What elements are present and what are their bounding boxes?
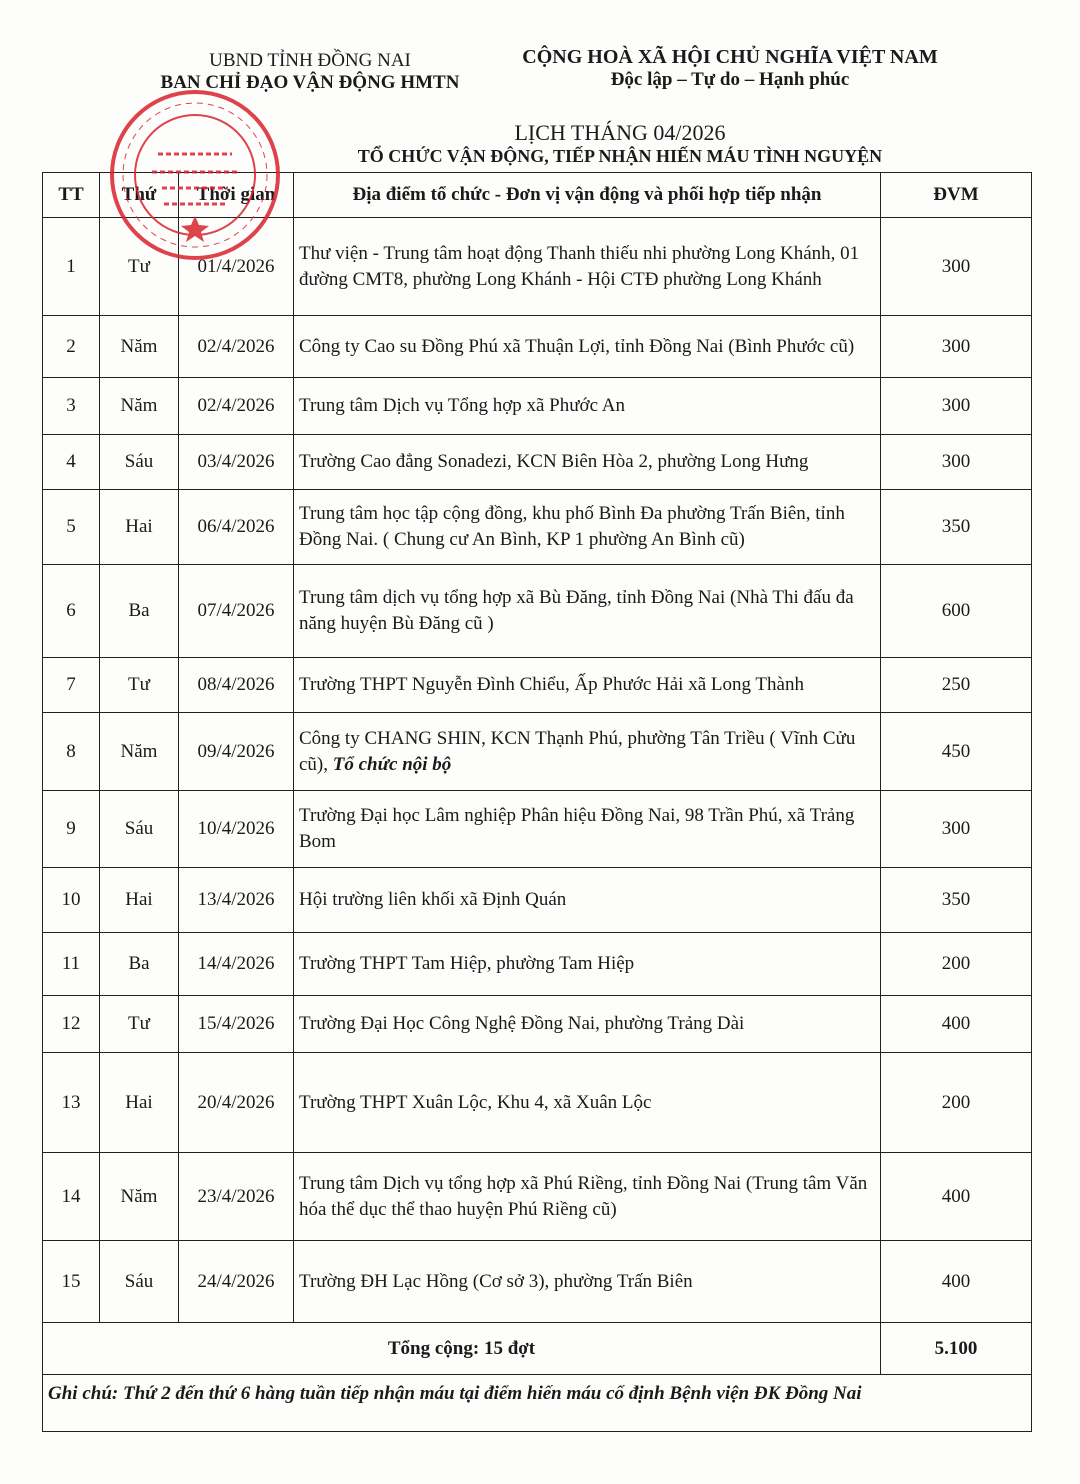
row-weekday-text: Năm bbox=[120, 335, 158, 357]
total-value: 5.100 bbox=[881, 1323, 1032, 1375]
row-date-text: 13/4/2026 bbox=[197, 889, 275, 910]
row-dvm-text: 300 bbox=[941, 818, 971, 839]
row-weekday bbox=[100, 378, 179, 435]
row-dvm bbox=[881, 1053, 1032, 1153]
row-dvm bbox=[881, 435, 1032, 490]
row-weekday-text: Năm bbox=[120, 1185, 158, 1207]
row-number bbox=[43, 933, 100, 996]
row-weekday bbox=[100, 658, 179, 713]
row-date-text: 10/4/2026 bbox=[197, 818, 275, 839]
row-place-text: Công ty CHANG SHIN, KCN Thạnh Phú, phường Tân Triều ( Vĩnh Cửu cũ), bbox=[299, 727, 856, 775]
schedule-table bbox=[42, 172, 1032, 1432]
row-weekday bbox=[100, 1241, 179, 1323]
row-place bbox=[294, 565, 881, 658]
row-weekday-text: Hai bbox=[125, 889, 153, 910]
row-date-text: 02/4/2026 bbox=[197, 395, 275, 416]
col-thu: Thứ bbox=[100, 173, 179, 218]
row-place-text: Hội trường liên khối xã Định Quán bbox=[299, 889, 567, 910]
total-label: Tổng cộng: 15 đợt bbox=[43, 1323, 881, 1375]
table-row bbox=[43, 218, 1032, 316]
table-row bbox=[43, 658, 1032, 713]
row-number-text: 7 bbox=[66, 674, 76, 695]
row-number-text: 10 bbox=[61, 889, 81, 910]
row-date-text: 07/4/2026 bbox=[197, 600, 275, 621]
row-number-text: 9 bbox=[66, 818, 76, 839]
row-number bbox=[43, 565, 100, 658]
row-place-text: Trường Đại học Lâm nghiệp Phân hiệu Đồng Nai, 98 Trần Phú, xã Trảng Bom bbox=[299, 805, 855, 852]
row-weekday bbox=[100, 933, 179, 996]
row-weekday-text: Sáu bbox=[124, 818, 154, 839]
row-weekday-text: Ba bbox=[128, 953, 150, 974]
row-weekday bbox=[100, 1053, 179, 1153]
table-row bbox=[43, 791, 1032, 868]
row-place bbox=[294, 435, 881, 490]
row-dvm-text: 300 bbox=[941, 395, 971, 416]
row-dvm-text: 300 bbox=[941, 451, 971, 472]
row-date-text: 24/4/2026 bbox=[197, 1270, 275, 1292]
doc-subtitle: TỔ CHỨC VẬN ĐỘNG, TIẾP NHẬN HIẾN MÁU TÌNH NGUYỆN bbox=[357, 146, 883, 166]
row-weekday bbox=[100, 490, 179, 565]
row-place bbox=[294, 490, 881, 565]
table-row bbox=[43, 933, 1032, 996]
row-place-text: Trung tâm Dịch vụ tổng hợp xã Phú Riềng, tỉnh Đồng Nai (Trung tâm Văn hóa thể dục thể thao huyện Phú Riềng cũ) bbox=[299, 1172, 868, 1220]
row-number bbox=[43, 1241, 100, 1323]
row-dvm bbox=[881, 791, 1032, 868]
row-number bbox=[43, 378, 100, 435]
row-date-text: 01/4/2026 bbox=[197, 255, 275, 277]
table-row bbox=[43, 435, 1032, 490]
row-date-text: 03/4/2026 bbox=[197, 451, 275, 472]
row-place-text: Trường ĐH Lạc Hồng (Cơ sở 3), phường Trấn Biên bbox=[299, 1270, 693, 1292]
row-number bbox=[43, 218, 100, 316]
row-place bbox=[294, 378, 881, 435]
row-weekday-text: Tư bbox=[128, 674, 150, 695]
row-number bbox=[43, 435, 100, 490]
row-dvm bbox=[881, 1153, 1032, 1241]
row-number bbox=[43, 658, 100, 713]
row-number bbox=[43, 868, 100, 933]
row-weekday bbox=[100, 996, 179, 1053]
org-header bbox=[150, 50, 470, 94]
row-dvm bbox=[881, 868, 1032, 933]
row-weekday bbox=[100, 868, 179, 933]
row-dvm bbox=[881, 490, 1032, 565]
row-dvm bbox=[881, 565, 1032, 658]
org-line2: BAN CHỈ ĐẠO VẬN ĐỘNG HMTN bbox=[160, 72, 460, 93]
row-number-text: 14 bbox=[61, 1185, 81, 1207]
row-dvm-text: 600 bbox=[941, 600, 971, 621]
row-number bbox=[43, 713, 100, 791]
nation-header bbox=[500, 46, 960, 91]
row-weekday bbox=[100, 316, 179, 378]
row-number bbox=[43, 1053, 100, 1153]
row-dvm bbox=[881, 1241, 1032, 1323]
row-dvm-text: 350 bbox=[941, 889, 971, 910]
row-dvm-text: 300 bbox=[941, 335, 971, 357]
row-weekday-text: Tư bbox=[128, 255, 150, 277]
row-number-text: 15 bbox=[61, 1270, 81, 1292]
table-row bbox=[43, 713, 1032, 791]
table-row bbox=[43, 316, 1032, 378]
row-place bbox=[294, 713, 881, 791]
row-number bbox=[43, 791, 100, 868]
row-date-text: 02/4/2026 bbox=[197, 335, 275, 357]
row-place bbox=[294, 1053, 881, 1153]
row-dvm bbox=[881, 218, 1032, 316]
table-header-row bbox=[43, 173, 1032, 218]
row-weekday-text: Năm bbox=[120, 395, 158, 416]
row-date-text: 23/4/2026 bbox=[197, 1185, 275, 1207]
row-place-text: Trung tâm Dịch vụ Tổng hợp xã Phước An bbox=[299, 395, 625, 416]
row-place-text: Trường Cao đẳng Sonadezi, KCN Biên Hòa 2, phường Long Hưng bbox=[299, 451, 809, 472]
row-date-text: 15/4/2026 bbox=[197, 1013, 275, 1034]
row-weekday bbox=[100, 791, 179, 868]
row-date bbox=[179, 791, 294, 868]
row-number-text: 4 bbox=[66, 451, 76, 472]
row-dvm-text: 350 bbox=[941, 516, 971, 537]
row-date-text: 20/4/2026 bbox=[197, 1091, 275, 1113]
col-dvm: ĐVM bbox=[881, 173, 1032, 218]
row-place-text: Công ty Cao su Đồng Phú xã Thuận Lợi, tỉnh Đồng Nai (Bình Phước cũ) bbox=[299, 335, 855, 357]
col-date: Thời gian bbox=[179, 173, 294, 218]
row-dvm-text: 400 bbox=[941, 1270, 971, 1292]
row-number-text: 1 bbox=[66, 255, 76, 277]
row-date bbox=[179, 868, 294, 933]
nation-line1: CỘNG HOÀ XÃ HỘI CHỦ NGHĨA VIỆT NAM bbox=[522, 46, 938, 68]
row-weekday-text: Hai bbox=[125, 516, 153, 537]
row-place bbox=[294, 316, 881, 378]
row-place bbox=[294, 218, 881, 316]
row-date bbox=[179, 713, 294, 791]
row-place-text: Trường THPT Nguyễn Đình Chiểu, Ấp Phước Hải xã Long Thành bbox=[299, 674, 804, 695]
row-dvm-text: 400 bbox=[941, 1013, 971, 1034]
row-place bbox=[294, 1153, 881, 1241]
row-dvm bbox=[881, 933, 1032, 996]
row-date bbox=[179, 658, 294, 713]
row-place bbox=[294, 868, 881, 933]
table-row bbox=[43, 378, 1032, 435]
row-weekday bbox=[100, 1153, 179, 1241]
col-tt: TT bbox=[43, 173, 100, 218]
row-weekday bbox=[100, 565, 179, 658]
table-row bbox=[43, 868, 1032, 933]
row-place-text: Thư viện - Trung tâm hoạt động Thanh thiếu nhi phường Long Khánh, 01 đường CMT8, phường Long Khánh - Hội CTĐ phường Long Khánh bbox=[299, 242, 860, 290]
row-weekday-text: Sáu bbox=[124, 451, 154, 472]
row-dvm-text: 200 bbox=[941, 953, 971, 974]
row-weekday-text: Ba bbox=[128, 600, 150, 621]
note-row bbox=[43, 1375, 1032, 1432]
row-date-text: 06/4/2026 bbox=[197, 516, 275, 537]
org-line1: UBND TỈNH ĐỒNG NAI bbox=[209, 50, 411, 71]
row-number-text: 8 bbox=[66, 740, 76, 762]
row-date bbox=[179, 1053, 294, 1153]
row-date-text: 09/4/2026 bbox=[197, 740, 275, 762]
table-row bbox=[43, 565, 1032, 658]
note-text: Ghi chú: Thứ 2 đến thứ 6 hàng tuần tiếp nhận máu tại điểm hiến máu cố định Bệnh viện ĐK Đồng Nai bbox=[43, 1375, 1032, 1432]
row-number-text: 12 bbox=[61, 1013, 81, 1034]
row-place-text: Trường THPT Xuân Lộc, Khu 4, xã Xuân Lộc bbox=[299, 1091, 652, 1113]
row-date bbox=[179, 1153, 294, 1241]
row-place-text: Trung tâm học tập cộng đồng, khu phố Bình Đa phường Trấn Biên, tỉnh Đồng Nai. ( Chung cư An Bình, KP 1 phường An Bình cũ) bbox=[299, 503, 845, 550]
row-dvm-text: 300 bbox=[941, 255, 971, 277]
table-row bbox=[43, 1241, 1032, 1323]
row-date bbox=[179, 933, 294, 996]
row-dvm-text: 200 bbox=[941, 1091, 971, 1113]
row-number bbox=[43, 1153, 100, 1241]
row-date bbox=[179, 316, 294, 378]
row-dvm-text: 450 bbox=[941, 740, 971, 762]
row-date-text: 08/4/2026 bbox=[197, 674, 275, 695]
row-date bbox=[179, 1241, 294, 1323]
row-weekday-text: Sáu bbox=[124, 1270, 154, 1292]
row-number-text: 2 bbox=[66, 335, 76, 357]
row-date bbox=[179, 565, 294, 658]
row-dvm-text: 400 bbox=[941, 1185, 971, 1207]
row-date bbox=[179, 218, 294, 316]
row-place-text: Trường Đại Học Công Nghệ Đồng Nai, phường Trảng Dài bbox=[299, 1013, 745, 1034]
nation-line2: Độc lập – Tự do – Hạnh phúc bbox=[610, 69, 850, 90]
row-date bbox=[179, 490, 294, 565]
row-weekday bbox=[100, 435, 179, 490]
total-row bbox=[43, 1323, 1032, 1375]
row-date-text: 14/4/2026 bbox=[197, 953, 275, 974]
row-date bbox=[179, 996, 294, 1053]
doc-title: LỊCH THÁNG 04/2026 bbox=[514, 120, 726, 145]
row-weekday-text: Năm bbox=[120, 740, 158, 762]
row-place-text: Trường THPT Tam Hiệp, phường Tam Hiệp bbox=[299, 953, 635, 974]
row-number bbox=[43, 316, 100, 378]
row-dvm bbox=[881, 316, 1032, 378]
row-place bbox=[294, 1241, 881, 1323]
col-place: Địa điểm tổ chức - Đơn vị vận động và phối hợp tiếp nhận bbox=[294, 173, 881, 218]
row-date bbox=[179, 378, 294, 435]
row-place-text: Trung tâm dịch vụ tổng hợp xã Bù Đăng, tỉnh Đồng Nai (Nhà Thi đấu đa năng huyện Bù Đăng cũ ) bbox=[299, 587, 854, 634]
table-row bbox=[43, 1153, 1032, 1241]
row-dvm bbox=[881, 713, 1032, 791]
row-dvm bbox=[881, 996, 1032, 1053]
row-number bbox=[43, 490, 100, 565]
row-place-emphasis: Tổ chức nội bộ bbox=[332, 753, 452, 775]
row-dvm-text: 250 bbox=[941, 674, 971, 695]
row-weekday bbox=[100, 218, 179, 316]
row-number-text: 11 bbox=[61, 953, 81, 974]
table-row bbox=[43, 490, 1032, 565]
row-weekday-text: Tư bbox=[128, 1013, 150, 1034]
table-row bbox=[43, 1053, 1032, 1153]
row-weekday-text: Hai bbox=[125, 1091, 153, 1113]
row-number bbox=[43, 996, 100, 1053]
row-number-text: 6 bbox=[66, 600, 76, 621]
row-dvm bbox=[881, 658, 1032, 713]
table-row bbox=[43, 996, 1032, 1053]
row-place bbox=[294, 996, 881, 1053]
row-number-text: 13 bbox=[61, 1091, 81, 1113]
row-number-text: 5 bbox=[66, 516, 76, 537]
row-place bbox=[294, 933, 881, 996]
row-date bbox=[179, 435, 294, 490]
row-place bbox=[294, 791, 881, 868]
row-weekday bbox=[100, 713, 179, 791]
row-dvm bbox=[881, 378, 1032, 435]
row-number-text: 3 bbox=[66, 395, 76, 416]
row-place bbox=[294, 658, 881, 713]
